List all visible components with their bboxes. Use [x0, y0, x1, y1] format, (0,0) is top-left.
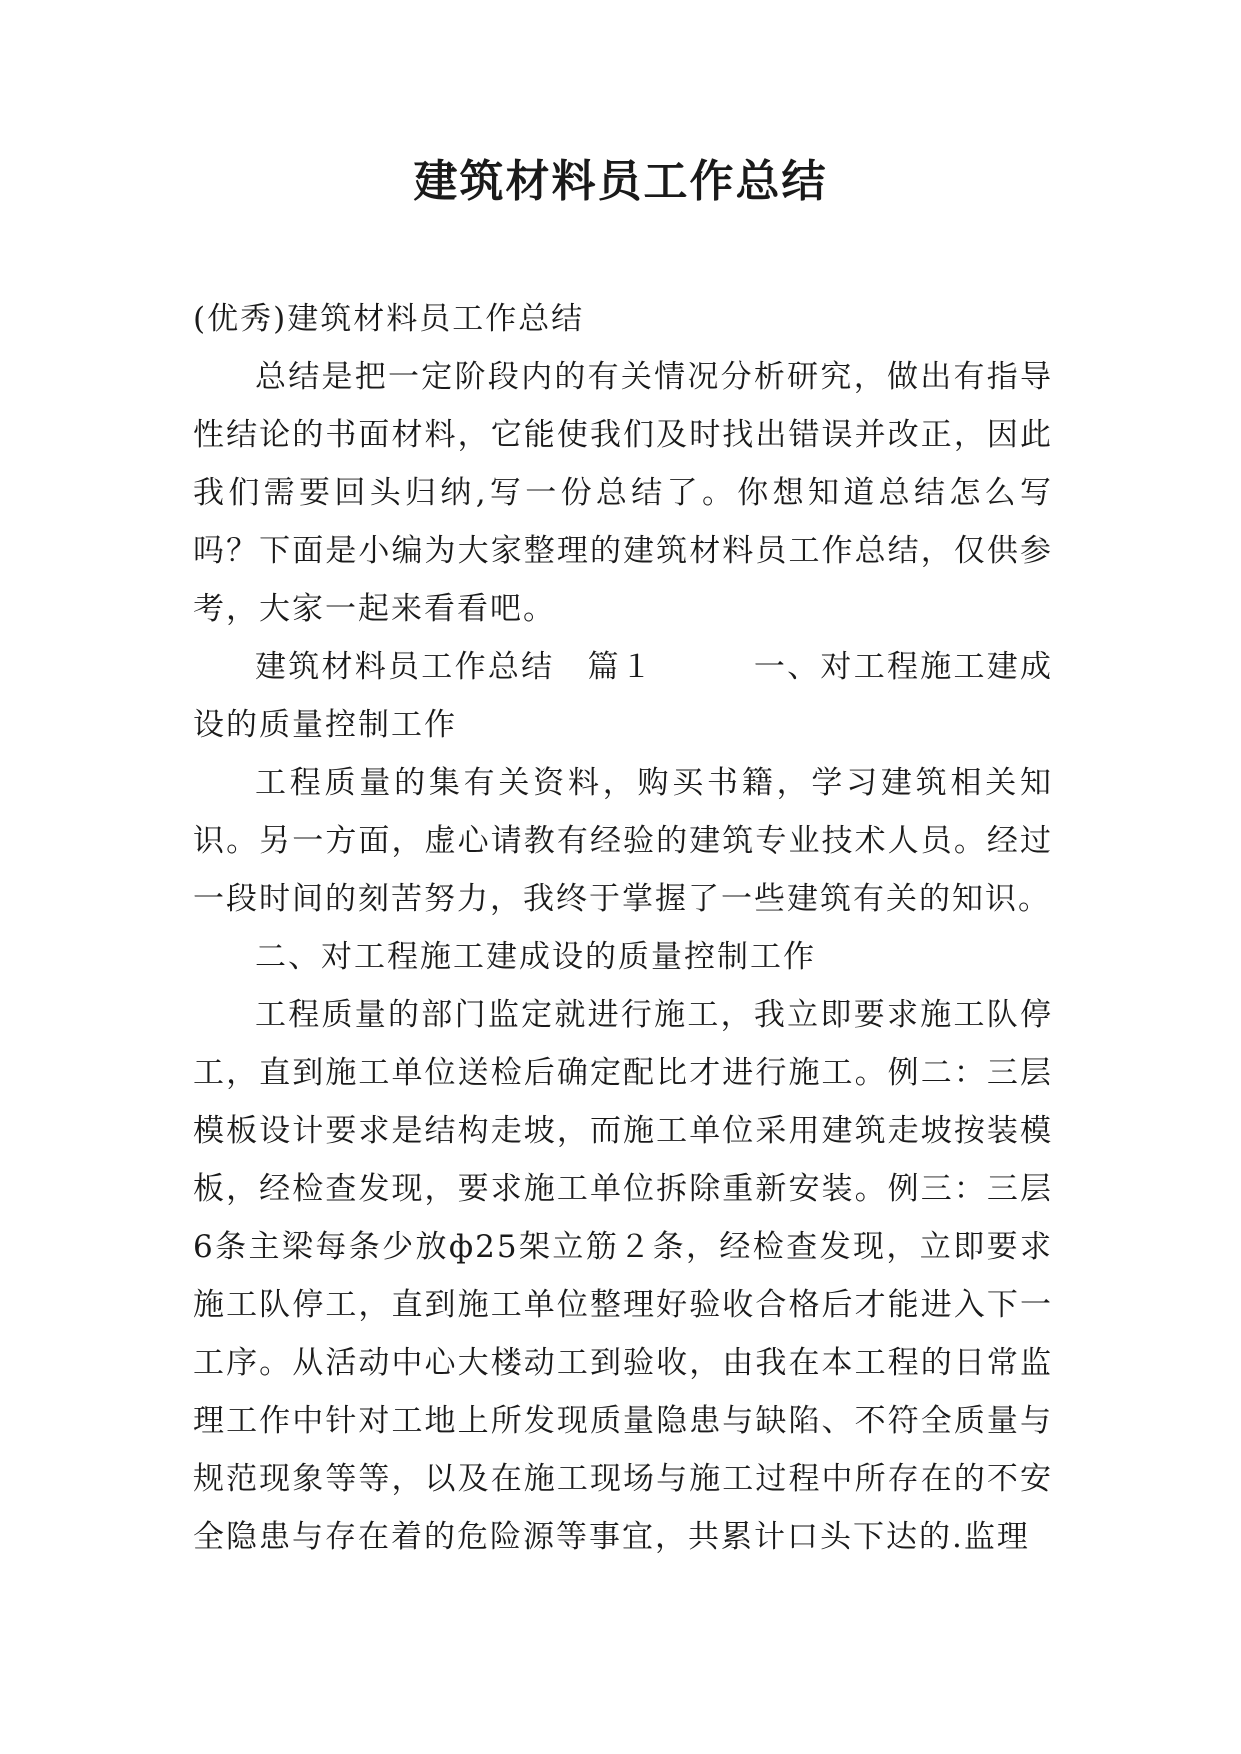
- document-title: 建筑材料员工作总结: [413, 156, 828, 207]
- body-paragraph: 工程质量的集有关资料，购买书籍，学习建筑相关知识。另一方面，虚心请教有经验的建筑专业技术人员。经过一段时间的刻苦努力，我终于掌握了一些建筑有关的知识。: [193, 765, 1053, 917]
- section-heading-1: 建筑材料员工作总结 篇１ 一、对工程施工建成设的质量控制工作: [193, 649, 1053, 743]
- intro-paragraph: 总结是把一定阶段内的有关情况分析研究，做出有指导性结论的书面材料，它能使我们及时找出错误并改正，因此我们需要回头归纳,写一份总结了。你想知道总结怎么写吗？下面是小编为大家整理的建筑材料员工作总结，仅供参考，大家一起来看看吧。: [193, 359, 1053, 627]
- section-heading-2: 二、对工程施工建成设的质量控制工作: [255, 939, 816, 975]
- body-paragraph: 工程质量的部门监定就进行施工，我立即要求施工队停工，直到施工单位送检后确定配比才进行施工。例二：三层模板设计要求是结构走坡，而施工单位采用建筑走坡按装模板，经检查发现，要求施工单位拆除重新安装。例三：三层6条主梁每条少放ф25架立筋２条，经检查发现，立即要求施工队停工，直到施工单位整理好验收合格后才能进入下一工序。从活动中心大楼动工到验收，由我在本工程的日常监理工作中针对工地上所发现质量隐患与缺陷、不符全质量与规范现象等等，以及在施工现场与施工过程中所存在的不安全隐患与存在着的危险源等事宜，共累计口头下达的.监理: [193, 997, 1053, 1555]
- document-subtitle: (优秀)建筑材料员工作总结: [193, 301, 585, 337]
- document-body: [193, 290, 1053, 1566]
